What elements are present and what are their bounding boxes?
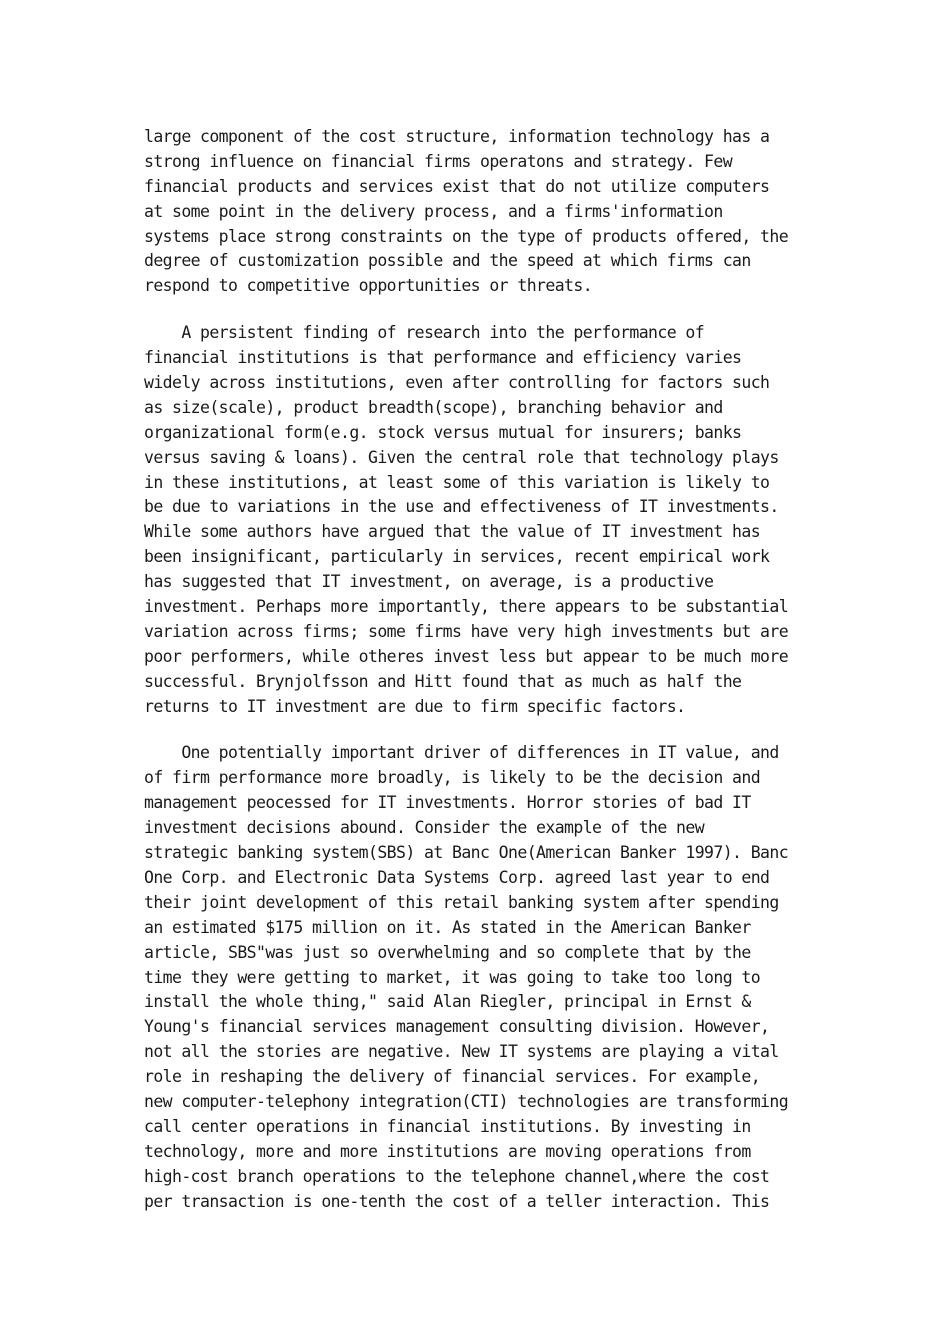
text-line: of firm performance more broadly, is likely to be the decision and: [144, 768, 761, 788]
text-line: at some point in the delivery process, and a firms'information: [144, 201, 723, 221]
text-line: widely across institutions, even after controlling for factors such: [144, 373, 770, 393]
text-line: organizational form(e.g. stock versus mutual for insurers; banks: [144, 422, 742, 442]
paragraph-2: [144, 321, 824, 719]
paragraph-1: [144, 125, 824, 299]
text-line: financial institutions is that performance and efficiency varies: [144, 348, 742, 368]
text-line: been insignificant, particularly in services, recent empirical work: [144, 547, 770, 567]
text-line: in these institutions, at least some of this variation is likely to: [144, 472, 770, 492]
text-line: their joint development of this retail banking system after spending: [144, 892, 779, 912]
text-line: investment. Perhaps more importantly, there appears to be substantial: [144, 597, 789, 617]
text-line: time they were getting to market, it was going to take too long to: [144, 967, 761, 987]
text-line: management peocessed for IT investments. Horror stories of bad IT: [144, 793, 751, 813]
text-line: call center operations in financial institutions. By investing in: [144, 1116, 751, 1136]
text-line: has suggested that IT investment, on average, is a productive: [144, 572, 714, 592]
paragraph-3: [144, 741, 824, 1214]
text-line: degree of customization possible and the speed at which firms can: [144, 251, 751, 271]
text-line: Young's financial services management consulting division. However,: [144, 1017, 770, 1037]
text-line: technology, more and more institutions are moving operations from: [144, 1141, 751, 1161]
text-line: as size(scale), product breadth(scope), branching behavior and: [144, 397, 723, 417]
document-body: [144, 125, 824, 1236]
text-line: article, SBS"was just so overwhelming and so complete that by the: [144, 942, 751, 962]
text-line: large component of the cost structure, information technology has a: [144, 127, 770, 146]
text-line: While some authors have argued that the value of IT investment has: [144, 522, 761, 542]
text-line: systems place strong constraints on the type of products offered, the: [144, 226, 789, 246]
text-line: an estimated $175 million on it. As stated in the American Banker: [144, 917, 751, 937]
text-line: strong influence on financial firms operatons and strategy. Few: [144, 151, 733, 171]
text-line: versus saving & loans). Given the central role that technology plays: [144, 447, 779, 467]
text-line: per transaction is one-tenth the cost of a teller interaction. This: [144, 1191, 770, 1211]
text-line: poor performers, while otheres invest less but appear to be much more: [144, 646, 789, 666]
text-line: investment decisions abound. Consider the example of the new: [144, 818, 705, 838]
text-line: new computer-telephony integration(CTI) technologies are transforming: [144, 1091, 789, 1111]
text-line: not all the stories are negative. New IT systems are playing a vital: [144, 1042, 779, 1062]
text-line: successful. Brynjolfsson and Hitt found that as much as half the: [144, 671, 742, 691]
text-line: respond to competitive opportunities or threats.: [144, 276, 593, 296]
text-line: variation across firms; some firms have very high investments but are: [144, 621, 789, 641]
text-line: One Corp. and Electronic Data Systems Corp. agreed last year to end: [144, 867, 770, 887]
text-line: strategic banking system(SBS) at Banc One(American Banker 1997). Banc: [144, 843, 789, 863]
text-line: financial products and services exist that do not utilize computers: [144, 176, 770, 196]
text-line: One potentially important driver of differences in IT value, and: [144, 743, 779, 763]
text-line: role in reshaping the delivery of financial services. For example,: [144, 1067, 761, 1087]
text-line: install the whole thing," said Alan Riegler, principal in Ernst &: [144, 992, 751, 1012]
text-line: be due to variations in the use and effectiveness of IT investments.: [144, 497, 779, 517]
text-line: returns to IT investment are due to firm specific factors.: [144, 696, 686, 716]
text-line: A persistent finding of research into the performance of: [144, 323, 705, 343]
text-line: high-cost branch operations to the telephone channel,where the cost: [144, 1166, 770, 1186]
